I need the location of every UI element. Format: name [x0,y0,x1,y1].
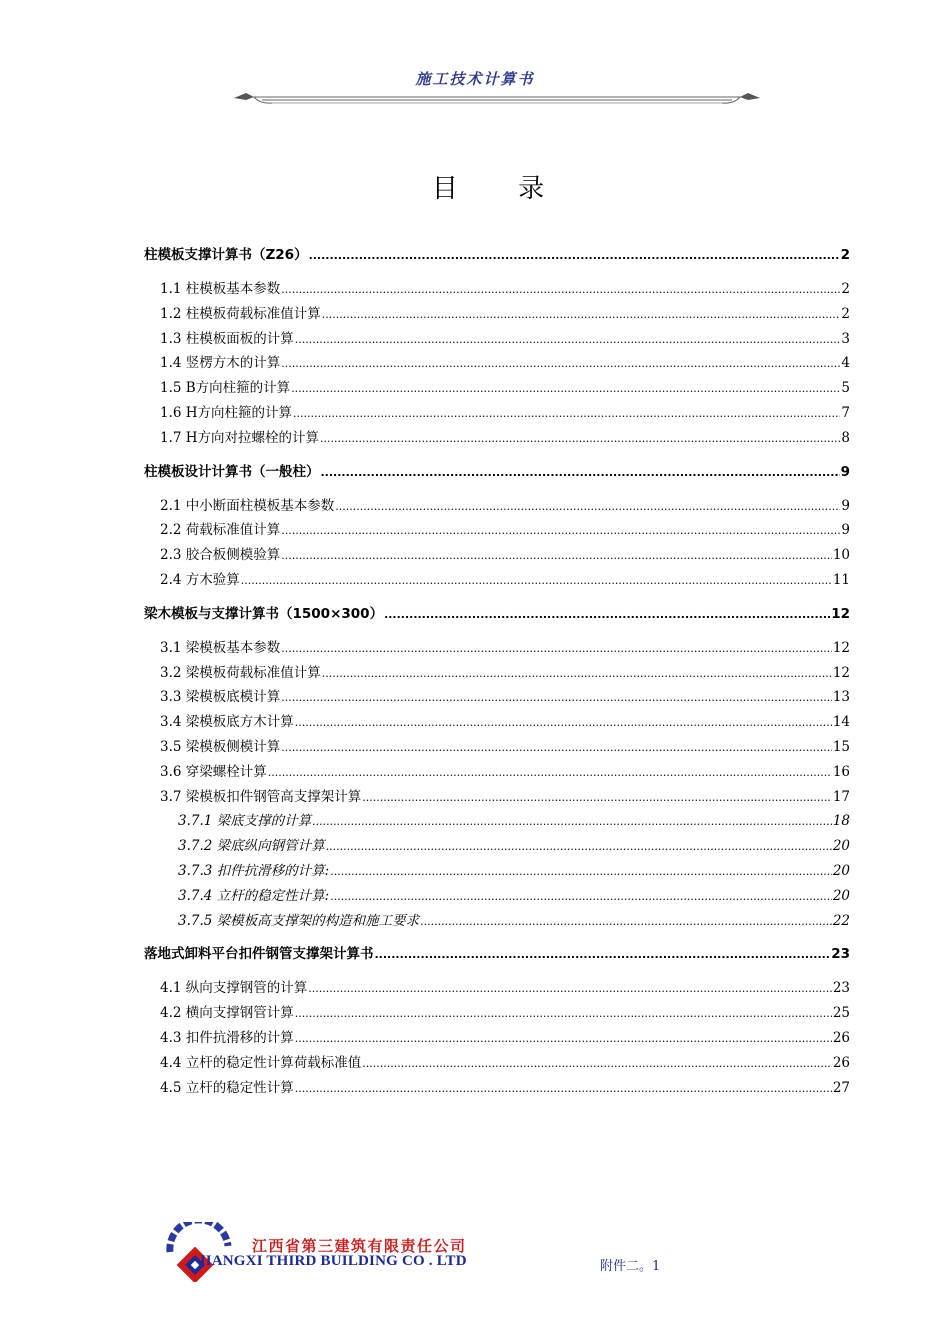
toc-dot-leader [362,786,832,811]
page-number: 附件二。1 [600,1259,661,1274]
toc-dot-leader [312,810,832,835]
toc-entry-label: 柱模板设计计算书（一般柱） [144,463,320,480]
company-logo [162,1222,232,1282]
toc-section[interactable] [144,351,850,376]
toc-page-number: 9 [841,522,850,539]
toc-section[interactable] [144,1076,850,1101]
toc-page-number: 12 [832,664,850,681]
toc-entry-label: 4.5 立杆的稳定性计算 [160,1079,294,1096]
toc-dot-leader [281,544,832,569]
toc-section[interactable] [144,636,850,661]
toc-dot-leader [281,352,840,377]
toc-dot-leader [420,910,832,935]
toc-section[interactable] [144,976,850,1001]
toc-entry-label: 3.7.3 扣件抗滑移的计算: [178,862,330,879]
toc-page-number: 23 [831,946,850,963]
toc-page-number: 9 [841,497,850,514]
toc-dot-leader [268,761,832,786]
toc-page-number: 22 [832,912,850,929]
header-ornament-rule [232,88,762,108]
toc-dot-leader [321,460,840,485]
toc-section[interactable] [144,543,850,568]
toc-page-number: 23 [832,980,850,997]
toc-page-number: 27 [832,1079,850,1096]
toc-subsection[interactable] [144,884,850,909]
toc-section[interactable] [144,568,850,593]
toc-page-number: 17 [832,788,850,805]
header-title: 施工技术计算书 [415,70,535,88]
toc-dot-leader [308,977,832,1002]
toc-entry-label: 2.1 中小断面柱模板基本参数 [160,497,335,514]
toc-page-number: 26 [832,1054,850,1071]
toc-subsection[interactable] [144,859,850,884]
toc-dot-leader [291,377,840,402]
toc-dot-leader [330,885,832,910]
toc-dot-leader [322,662,832,687]
toc-section[interactable] [144,327,850,352]
toc-subsection[interactable] [144,809,850,834]
toc-section[interactable] [144,785,850,810]
toc-page-number: 12 [831,605,850,622]
toc-section[interactable] [144,1026,850,1051]
toc-page-number: 2 [840,247,850,263]
toc-dot-leader [281,278,840,303]
table-of-contents [144,243,850,1100]
toc-entry-label: 3.5 梁模板侧模计算 [160,738,281,755]
toc-entry-label: 3.6 穿梁螺栓计算 [160,763,267,780]
toc-dot-leader [295,711,832,736]
toc-section[interactable] [144,376,850,401]
toc-entry-label: 2.2 荷载标准值计算 [160,522,281,539]
toc-entry-label: 1.2 柱模板荷载标准值计算 [160,305,321,322]
toc-chapter[interactable] [144,243,850,268]
toc-entry-label: 4.4 立杆的稳定性计算荷载标准值 [160,1054,362,1071]
toc-chapter[interactable] [144,460,850,485]
toc-dot-leader [322,303,841,328]
toc-entry-label: 1.4 竖楞方木的计算 [160,355,281,372]
toc-section[interactable] [144,426,850,451]
toc-section[interactable] [144,277,850,302]
toc-entry-label: 4.1 纵向支撑钢管的计算 [160,980,308,997]
toc-dot-leader [326,835,832,860]
toc-dot-leader [295,1027,832,1052]
page-title: 目 录 [431,174,571,204]
toc-page-number: 14 [832,714,850,731]
toc-subsection[interactable] [144,834,850,859]
toc-page-number: 9 [840,463,850,480]
toc-chapter[interactable] [144,942,850,967]
toc-dot-leader [375,942,831,967]
toc-entry-label: 3.3 梁模板底模计算 [160,689,281,706]
toc-section[interactable] [144,518,850,543]
toc-entry-label: 1.6 H方向柱箍的计算 [160,404,293,421]
toc-page-number: 16 [832,763,850,780]
toc-entry-label: 3.7.2 梁底纵向钢管计算 [178,838,325,855]
toc-dot-leader [320,427,840,452]
toc-section[interactable] [144,494,850,519]
toc-dot-leader [295,1002,832,1027]
toc-entry-label: 3.4 梁模板底方木计算 [160,714,294,731]
toc-chapter[interactable] [144,602,850,627]
toc-entry-label: 1.5 B方向柱箍的计算 [160,380,291,397]
toc-dot-leader [281,519,840,544]
toc-dot-leader [241,569,832,594]
toc-section[interactable] [144,302,850,327]
toc-page-number: 18 [832,813,850,830]
toc-entry-label: 1.1 柱模板基本参数 [160,281,281,297]
toc-entry-label: 1.3 柱模板面板的计算 [160,330,294,347]
toc-entry-label: 2.3 胶合板侧模验算 [160,547,281,564]
toc-subsection[interactable] [144,909,850,934]
toc-dot-leader [335,495,840,520]
toc-section[interactable] [144,1001,850,1026]
toc-entry-label: 3.7.1 梁底支撑的计算 [178,813,312,830]
toc-section[interactable] [144,760,850,785]
toc-section[interactable] [144,1051,850,1076]
toc-section[interactable] [144,685,850,710]
toc-entry-label: 3.7.4 立杆的稳定性计算: [178,887,330,904]
toc-page-number: 15 [832,738,850,755]
toc-entry-label: 柱模板支撑计算书（Z26） [144,247,308,263]
toc-entry-label: 梁木模板与支撑计算书（1500×300） [144,605,384,622]
toc-entry-label: 3.7 梁模板扣件钢管高支撑架计算 [160,788,362,805]
toc-dot-leader [295,328,841,353]
toc-page-number: 20 [832,838,850,855]
toc-dot-leader [309,243,840,268]
toc-page-number: 2 [841,281,850,297]
toc-page-number: 8 [841,429,850,446]
toc-entry-label: 3.2 梁模板荷载标准值计算 [160,664,321,681]
toc-page-number: 4 [841,355,850,372]
company-name-en: JIANGXI THIRD BUILDING CO . LTD [198,1253,467,1269]
toc-entry-label: 3.1 梁模板基本参数 [160,639,281,656]
toc-page-number: 7 [841,404,850,421]
toc-entry-label: 落地式卸料平台扣件钢管支撑架计算书 [144,946,374,963]
toc-entry-label: 2.4 方木验算 [160,571,240,588]
company-name-cn: 江西省第三建筑有限责任公司 [252,1237,467,1255]
toc-page-number: 26 [832,1029,850,1046]
toc-page-number: 10 [832,547,850,564]
toc-section[interactable] [144,735,850,760]
toc-page-number: 13 [832,689,850,706]
toc-dot-leader [281,686,832,711]
toc-page-number: 2 [841,305,850,322]
toc-page-number: 3 [841,330,850,347]
toc-dot-leader [330,860,832,885]
toc-dot-leader [384,602,830,627]
toc-dot-leader [362,1052,832,1077]
toc-entry-label: 3.7.5 梁模板高支撑架的构造和施工要求 [178,912,420,929]
toc-section[interactable] [144,661,850,686]
toc-section[interactable] [144,710,850,735]
toc-section[interactable] [144,401,850,426]
toc-dot-leader [295,1077,832,1102]
toc-page-number: 20 [832,862,850,879]
toc-entry-label: 4.2 横向支撑钢管计算 [160,1005,294,1022]
toc-page-number: 20 [832,887,850,904]
toc-page-number: 12 [832,639,850,656]
toc-dot-leader [293,402,840,427]
toc-page-number: 5 [841,380,850,397]
toc-entry-label: 1.7 H方向对拉螺栓的计算 [160,429,320,446]
toc-dot-leader [281,736,832,761]
toc-dot-leader [281,637,832,662]
toc-page-number: 25 [832,1005,850,1022]
toc-entry-label: 4.3 扣件抗滑移的计算 [160,1029,294,1046]
toc-page-number: 11 [832,571,850,588]
